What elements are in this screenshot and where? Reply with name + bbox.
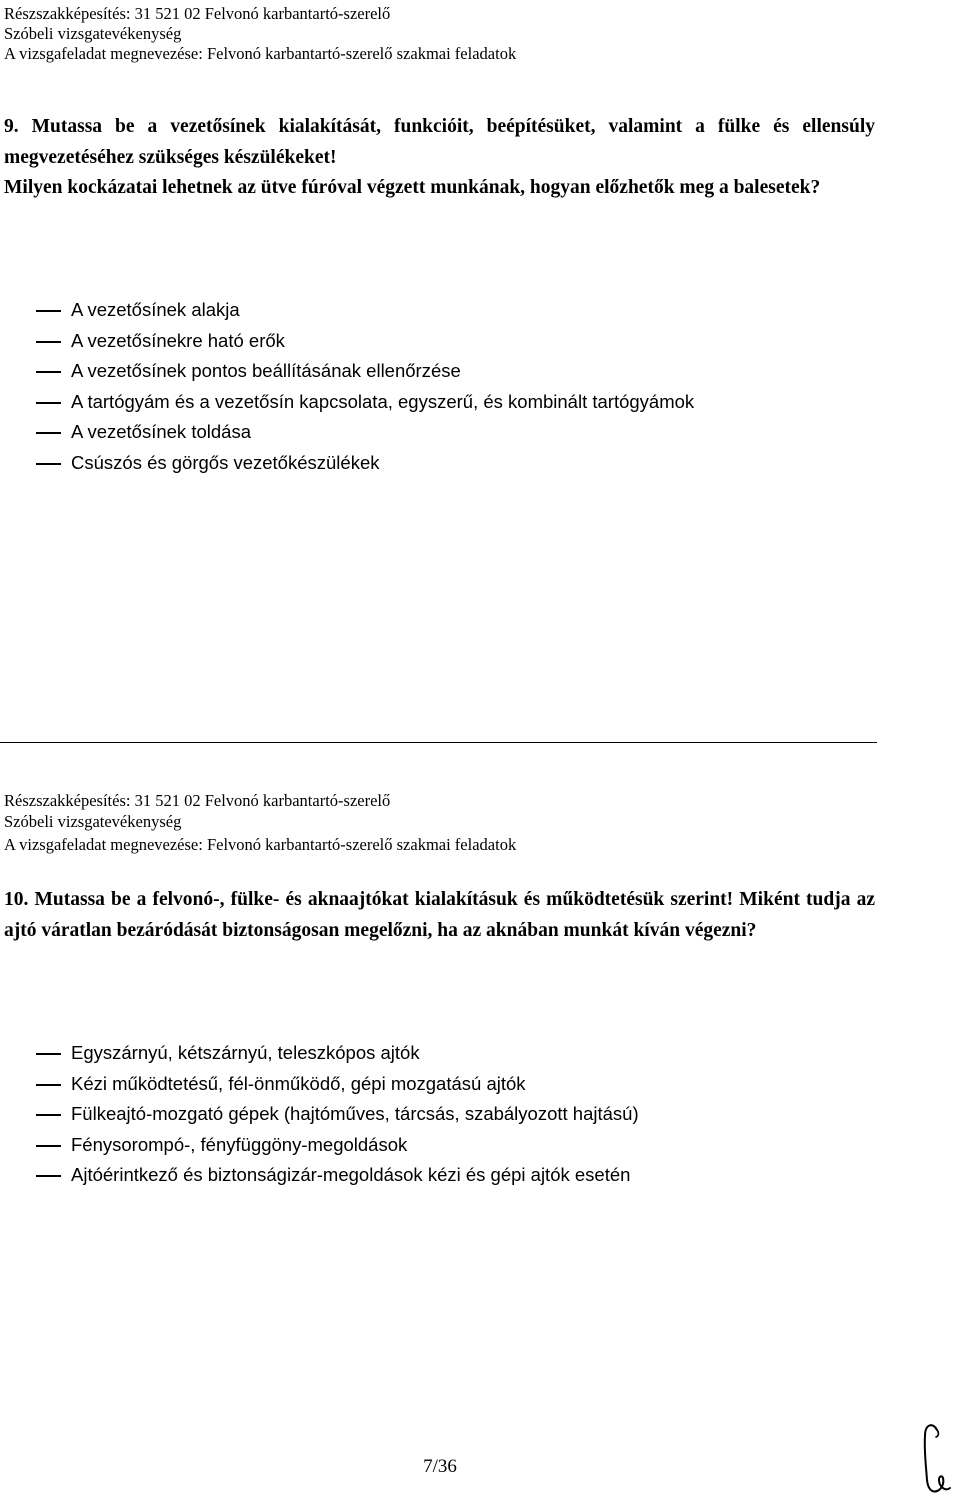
question-10-text: 10. Mutassa be a felvonó-, fülke- és aknaajtókat kialakításuk és működtetésük szerint! Miként tudja az ajtó váratlan bezáródását biztonságosan megelőzni, ha az aknában munkát kíván végezni?: [4, 889, 875, 941]
dash-bullet-icon: [36, 310, 61, 312]
question-9-bullet-list: [36, 295, 694, 478]
list-item: Fülkeajtó-mozgató gépek (hajtóműves, tárcsás, szabályozott hajtású): [36, 1099, 639, 1130]
header-exam-activity: Szóbeli vizsgatevékenység: [4, 24, 182, 43]
dash-bullet-icon: [36, 371, 61, 373]
dash-bullet-icon: [36, 1175, 61, 1177]
header-qualification: Részszakképesítés: 31 521 02 Felvonó karbantartó-szerelő: [4, 4, 391, 23]
dash-bullet-icon: [36, 1053, 61, 1055]
list-item: A vezetősínekre ható erők: [36, 326, 694, 357]
question-10-bullet-list: [36, 1038, 639, 1191]
list-item: Csúszós és görgős vezetőkészülékek: [36, 448, 694, 479]
page-separator-line: [0, 742, 877, 743]
header-task-name-2: A vizsgafeladat megnevezése: Felvonó karbantartó-szerelő szakmai feladatok: [4, 835, 517, 854]
question-9: [4, 112, 875, 204]
header-qualification-2: Részszakképesítés: 31 521 02 Felvonó karbantartó-szerelő: [4, 791, 391, 810]
list-item: Egyszárnyú, kétszárnyú, teleszkópos ajtók: [36, 1038, 639, 1069]
dash-bullet-icon: [36, 402, 61, 404]
header-exam-activity-2: Szóbeli vizsgatevékenység: [4, 812, 182, 831]
list-item: A vezetősínek pontos beállításának ellenőrzése: [36, 356, 694, 387]
dash-bullet-icon: [36, 1145, 61, 1147]
list-item: A vezetősínek toldása: [36, 417, 694, 448]
list-item: A tartógyám és a vezetősín kapcsolata, egyszerű, és kombinált tartógyámok: [36, 387, 694, 418]
list-item: Fénysorompó-, fényfüggöny-megoldások: [36, 1130, 639, 1161]
dash-bullet-icon: [36, 1114, 61, 1116]
question-10: [4, 885, 875, 946]
dash-bullet-icon: [36, 463, 61, 465]
question-9-task: 9. Mutassa be a vezetősínek kialakítását, funkcióit, beépítésüket, valamint a fülke és ellensúly megvezetéséhez szükséges készülékeket!: [4, 116, 875, 168]
page-number: 7/36: [423, 1456, 457, 1477]
list-item: Ajtóérintkező és biztonságizár-megoldások kézi és gépi ajtók esetén: [36, 1160, 639, 1191]
list-item: Kézi működtetésű, fél-önműködő, gépi mozgatású ajtók: [36, 1069, 639, 1100]
header-task-name: A vizsgafeladat megnevezése: Felvonó karbantartó-szerelő szakmai feladatok: [4, 44, 517, 63]
signature-mark-icon: [917, 1418, 955, 1498]
dash-bullet-icon: [36, 1084, 61, 1086]
dash-bullet-icon: [36, 341, 61, 343]
list-item: A vezetősínek alakja: [36, 295, 694, 326]
dash-bullet-icon: [36, 432, 61, 434]
question-9-risk: Milyen kockázatai lehetnek az ütve fúróval végzett munkának, hogyan előzhetők meg a balesetek?: [4, 177, 821, 198]
